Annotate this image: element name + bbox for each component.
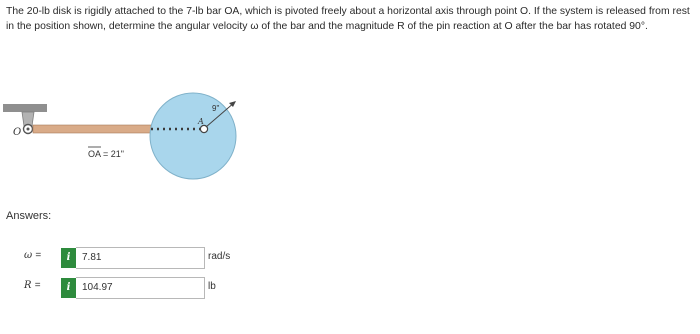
r-answer-field[interactable]: 104.97: [76, 277, 205, 299]
question-text: The 20-lb disk is rigidly attached to the 7-lb bar OA, which is pivoted freely about a horizontal axis through point O. If the system is released from rest in the position shown, determine the angular velocity ω of the bar and the magnitude R of the pin reaction at O after the bar has rotated 90°.: [6, 6, 690, 32]
answers-heading: Answers:: [6, 210, 52, 222]
label-a: A: [198, 117, 204, 126]
label-o: O: [13, 127, 22, 138]
answer-row-r: [6, 276, 336, 300]
label-radius: 9": [212, 104, 220, 113]
info-icon[interactable]: i: [61, 248, 76, 268]
answer-row-omega: [6, 246, 336, 270]
problem-figure: [0, 62, 260, 192]
ceiling-mount: [3, 104, 47, 112]
bar-oa: [33, 125, 151, 133]
omega-answer-field[interactable]: 7.81: [76, 247, 205, 269]
answer-label-omega: ω =: [24, 250, 42, 261]
label-length: OA = 21": [88, 149, 124, 159]
omega-unit: rad/s: [208, 251, 231, 262]
r-unit: lb: [208, 281, 216, 292]
disk: [150, 93, 236, 179]
info-icon[interactable]: i: [61, 278, 76, 298]
answer-label-r: R =: [24, 280, 41, 291]
